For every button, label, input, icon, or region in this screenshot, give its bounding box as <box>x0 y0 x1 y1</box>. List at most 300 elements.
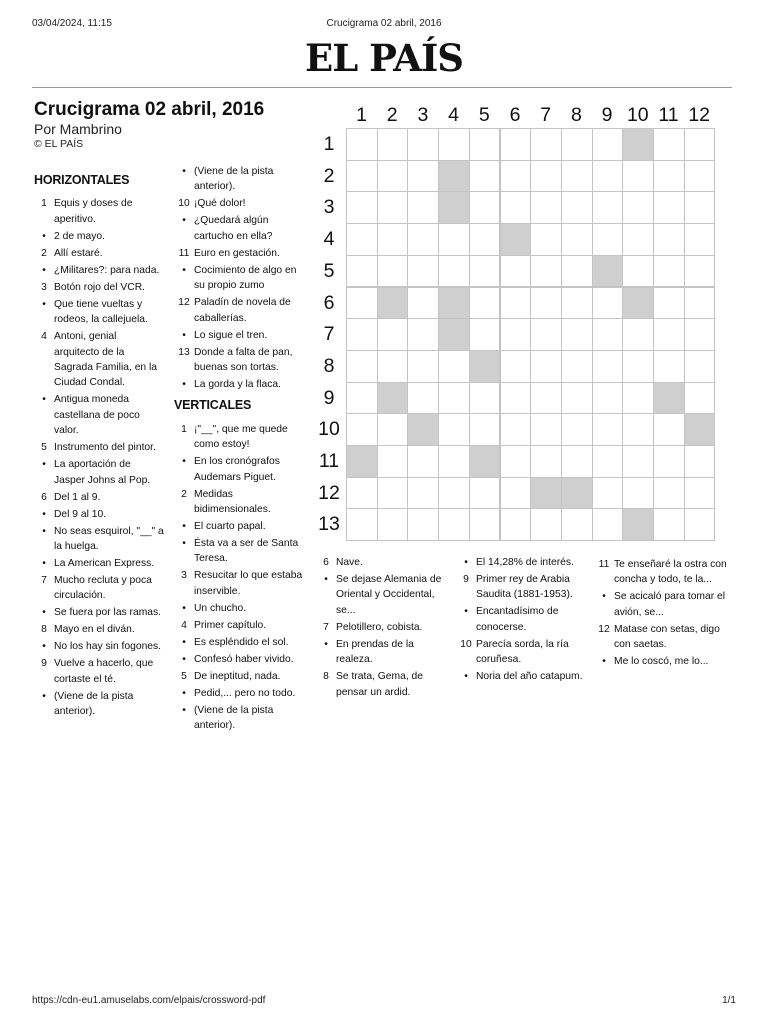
clue-text: Donde a falta de pan, buenas son tortas. <box>194 346 293 374</box>
grid-cell[interactable] <box>684 508 716 541</box>
clue-number: 12 <box>598 623 610 635</box>
grid-cell[interactable] <box>592 128 624 161</box>
grid-cell[interactable] <box>346 255 378 288</box>
grid-cell[interactable] <box>653 223 685 256</box>
clue-item <box>174 519 310 534</box>
grid-cell-blocked <box>592 255 624 288</box>
clue-item <box>316 572 444 618</box>
grid-cell[interactable] <box>530 318 562 351</box>
grid-cell-blocked <box>377 287 409 320</box>
grid-cell[interactable] <box>346 223 378 256</box>
clue-item <box>34 196 164 227</box>
grid-cell-blocked <box>622 287 654 320</box>
clue-item <box>456 572 584 603</box>
grid-cell[interactable] <box>346 508 378 541</box>
grid-cell[interactable] <box>561 255 593 288</box>
clue-text: Primer capítulo. <box>194 619 267 631</box>
grid-cell[interactable] <box>684 128 716 161</box>
grid-cell-blocked <box>377 382 409 415</box>
clue-bullet: • <box>42 508 46 520</box>
grid-cell[interactable] <box>469 318 501 351</box>
clue-number: 10 <box>460 638 472 650</box>
grid-cell[interactable] <box>561 382 593 415</box>
grid-cell[interactable] <box>469 223 501 256</box>
grid-cell-blocked <box>438 318 470 351</box>
grid-cell[interactable] <box>500 255 532 288</box>
grid-cell[interactable] <box>346 128 378 161</box>
grid-cell[interactable] <box>438 508 470 541</box>
grid-cell[interactable] <box>530 160 562 193</box>
grid-cell[interactable] <box>377 477 409 510</box>
grid-cell[interactable] <box>407 287 439 320</box>
grid-cell-blocked <box>438 191 470 224</box>
puzzle-author: Por Mambrino <box>34 121 122 137</box>
grid-cell-blocked <box>500 223 532 256</box>
grid-cell[interactable] <box>407 128 439 161</box>
clue-text: Resucitar lo que estaba inservible. <box>194 570 303 597</box>
grid-cell[interactable] <box>622 477 654 510</box>
row-number: 4 <box>323 228 335 251</box>
clue-text: El cuarto papal. <box>194 521 266 533</box>
grid-cell[interactable] <box>530 255 562 288</box>
clue-item <box>174 164 310 195</box>
grid-cell[interactable] <box>377 223 409 256</box>
clue-item <box>174 377 310 392</box>
grid-cell[interactable] <box>592 350 624 383</box>
column-number: 3 <box>417 104 429 126</box>
grid-cell[interactable] <box>592 287 624 320</box>
grid-cell[interactable] <box>377 413 409 446</box>
grid-cell-blocked <box>469 445 501 478</box>
grid-cell[interactable] <box>500 508 532 541</box>
grid-cell[interactable] <box>377 191 409 224</box>
clue-bullet: • <box>464 606 468 618</box>
grid-cell[interactable] <box>530 413 562 446</box>
grid-cell[interactable] <box>622 318 654 351</box>
clue-text: Se fuera por las ramas. <box>54 607 162 619</box>
clue-item <box>34 639 164 654</box>
clue-text: Se trata, Gema, de pensar un ardid. <box>336 671 423 698</box>
clue-item <box>174 295 310 326</box>
clue-number: 10 <box>178 198 190 210</box>
grid-cell[interactable] <box>438 477 470 510</box>
clue-text: Cocimiento de algo en su propio zumo <box>194 264 297 292</box>
grid-cell[interactable] <box>438 413 470 446</box>
grid-cell[interactable] <box>561 508 593 541</box>
clue-text: Un chucho. <box>194 602 247 614</box>
clue-text: Primer rey de Arabia Saudita (1881-1953). <box>476 574 573 601</box>
clue-text: Allí estaré. <box>54 247 103 259</box>
grid-cell[interactable] <box>684 382 716 415</box>
clue-text: Es espléndido el sol. <box>194 636 289 648</box>
grid-cell[interactable] <box>684 255 716 288</box>
grid-cell[interactable] <box>438 255 470 288</box>
grid-cell[interactable] <box>622 191 654 224</box>
grid-cell[interactable] <box>592 413 624 446</box>
row-number: 6 <box>323 291 335 314</box>
clue-item <box>316 669 444 700</box>
clue-text: Paladín de novela de caballerías. <box>194 297 291 324</box>
grid-cell[interactable] <box>500 318 532 351</box>
grid-cell[interactable] <box>377 445 409 478</box>
grid-cell[interactable] <box>407 223 439 256</box>
clue-text: Lo sigue el tren. <box>194 329 268 341</box>
grid-cell[interactable] <box>438 223 470 256</box>
clue-item <box>174 568 310 599</box>
grid-cell[interactable] <box>684 477 716 510</box>
grid-cell[interactable] <box>622 350 654 383</box>
clue-item <box>174 345 310 376</box>
grid-cell[interactable] <box>561 445 593 478</box>
grid-cell[interactable] <box>500 191 532 224</box>
clue-text: En los cronógrafos Audemars Piguet. <box>194 456 280 483</box>
clue-text: Noria del año catapum. <box>476 671 583 683</box>
clue-item <box>34 457 164 488</box>
grid-cell[interactable] <box>469 413 501 446</box>
grid-cell[interactable] <box>592 160 624 193</box>
grid-cell[interactable] <box>500 413 532 446</box>
grid-cell[interactable] <box>500 382 532 415</box>
grid-cell-blocked <box>622 128 654 161</box>
grid-cell[interactable] <box>653 255 685 288</box>
grid-cell[interactable] <box>592 318 624 351</box>
grid-cell[interactable] <box>438 350 470 383</box>
clue-item <box>174 196 310 211</box>
grid-cell[interactable] <box>407 318 439 351</box>
puzzle-title: Crucigrama 02 abril, 2016 <box>34 99 265 120</box>
grid-cell[interactable] <box>469 477 501 510</box>
clue-item <box>174 454 310 485</box>
clue-column-5 <box>594 557 728 671</box>
clue-item <box>174 618 310 633</box>
grid-cell[interactable] <box>684 191 716 224</box>
clue-item <box>594 622 728 653</box>
clue-number: 7 <box>41 575 47 587</box>
clue-number: 9 <box>463 574 469 585</box>
grid-cell[interactable] <box>346 382 378 415</box>
grid-cell[interactable] <box>561 318 593 351</box>
clue-number: 1 <box>181 423 187 435</box>
el-pais-logo: EL PAÍS <box>305 36 463 80</box>
grid-cell[interactable] <box>438 382 470 415</box>
grid-cell[interactable] <box>684 287 716 320</box>
grid-cell-blocked <box>346 445 378 478</box>
clue-number: 11 <box>178 247 190 259</box>
clue-item <box>34 605 164 620</box>
column-number: 1 <box>356 104 367 126</box>
clue-text: Matase con setas, digo con saetas. <box>614 623 720 651</box>
clue-text: Te enseñaré la ostra con concha y todo, te la... <box>614 559 727 586</box>
grid-cell[interactable] <box>530 350 562 383</box>
grid-cell[interactable] <box>407 160 439 193</box>
row-number: 10 <box>318 418 340 441</box>
clue-text: Parecía sorda, la ría coruñesa. <box>476 638 569 666</box>
grid-cell[interactable] <box>346 160 378 193</box>
clue-text: Ésta va a ser de Santa Teresa. <box>194 538 299 565</box>
clue-item <box>34 556 164 571</box>
grid-cell[interactable] <box>561 160 593 193</box>
clue-bullet: • <box>182 602 186 614</box>
grid-cell[interactable] <box>592 508 624 541</box>
clue-text: La aportación de Jasper Johns al Pop. <box>54 459 151 486</box>
grid-cell[interactable] <box>622 445 654 478</box>
clue-text: La gorda y la flaca. <box>194 379 282 391</box>
grid-cell[interactable] <box>561 287 593 320</box>
grid-cell-blocked <box>561 477 593 510</box>
grid-cell[interactable] <box>622 382 654 415</box>
clue-text: 2 de mayo. <box>54 230 105 242</box>
clue-item <box>456 669 584 684</box>
grid-cell[interactable] <box>377 255 409 288</box>
row-number: 7 <box>323 323 335 346</box>
clue-item <box>34 329 164 391</box>
clue-column-1 <box>34 173 164 721</box>
clue-text: Confesó haber vivido. <box>194 653 294 665</box>
grid-cell[interactable] <box>592 445 624 478</box>
clue-text: ¡"__", que me quede como estoy! <box>194 423 288 451</box>
clue-text: Del 9 al 10. <box>54 508 107 520</box>
clue-bullet: • <box>182 636 186 648</box>
clue-number: 8 <box>41 624 47 636</box>
clue-item <box>34 656 164 687</box>
grid-cell[interactable] <box>622 160 654 193</box>
grid-cell[interactable] <box>500 477 532 510</box>
clue-text: En prendas de la realeza. <box>336 638 414 666</box>
clue-number: 4 <box>181 619 187 631</box>
clue-column-2 <box>174 164 310 735</box>
clue-item <box>34 297 164 328</box>
grid-cell-blocked <box>407 413 439 446</box>
grid-cell[interactable] <box>500 128 532 161</box>
clue-text: Pelotillero, cobista. <box>336 621 423 633</box>
grid-cell[interactable] <box>346 191 378 224</box>
grid-cell[interactable] <box>407 382 439 415</box>
column-number: 9 <box>601 104 613 126</box>
clue-item <box>34 573 164 604</box>
clue-bullet: • <box>42 641 46 653</box>
clue-item <box>594 589 728 620</box>
print-page-title: Crucigrama 02 abril, 2016 <box>326 18 442 29</box>
clue-bullet: • <box>182 687 186 699</box>
clue-bullet: • <box>182 456 186 468</box>
clue-number: 6 <box>41 491 47 503</box>
clue-number: 5 <box>41 442 47 454</box>
grid-cell[interactable] <box>469 508 501 541</box>
clue-bullet: • <box>42 459 46 471</box>
grid-cell[interactable] <box>438 445 470 478</box>
clue-item <box>174 536 310 567</box>
row-number: 12 <box>318 481 340 504</box>
grid-cell[interactable] <box>684 223 716 256</box>
grid-cell[interactable] <box>530 508 562 541</box>
grid-cell[interactable] <box>346 318 378 351</box>
column-number: 12 <box>688 104 711 126</box>
grid-cell[interactable] <box>653 445 685 478</box>
grid-cell[interactable] <box>346 350 378 383</box>
clue-item <box>34 507 164 522</box>
header-divider <box>32 87 732 88</box>
column-number: 6 <box>509 104 521 126</box>
grid-cell[interactable] <box>684 350 716 383</box>
grid-cell[interactable] <box>377 318 409 351</box>
clue-item <box>174 669 310 684</box>
grid-cell[interactable] <box>407 350 439 383</box>
clue-text: No los hay sin fogones. <box>54 641 162 653</box>
grid-cell[interactable] <box>653 350 685 383</box>
grid-cell[interactable] <box>622 255 654 288</box>
clue-item <box>174 263 310 294</box>
grid-cell[interactable] <box>469 287 501 320</box>
grid-cell[interactable] <box>469 128 501 161</box>
clue-bullet: • <box>182 166 186 177</box>
grid-cell[interactable] <box>530 223 562 256</box>
grid-cell[interactable] <box>530 445 562 478</box>
clue-text: Nave. <box>336 557 363 568</box>
grid-cell[interactable] <box>684 160 716 193</box>
clue-item <box>34 246 164 261</box>
clue-text: Botón rojo del VCR. <box>54 281 146 293</box>
grid-cell-blocked <box>684 413 716 446</box>
grid-cell[interactable] <box>653 508 685 541</box>
clue-text: (Viene de la pista anterior). <box>194 166 274 193</box>
clue-text: (Viene de la pista anterior). <box>194 704 274 732</box>
grid-cell[interactable] <box>438 128 470 161</box>
grid-cell[interactable] <box>346 477 378 510</box>
grid-cell[interactable] <box>500 350 532 383</box>
grid-cell[interactable] <box>592 477 624 510</box>
grid-cell[interactable] <box>622 223 654 256</box>
clue-bullet: • <box>602 591 606 603</box>
grid-cell[interactable] <box>592 223 624 256</box>
grid-cell[interactable] <box>346 413 378 446</box>
grid-cell[interactable] <box>377 508 409 541</box>
clue-item <box>174 422 310 453</box>
grid-cell-blocked <box>469 350 501 383</box>
grid-cell[interactable] <box>561 413 593 446</box>
grid-cell[interactable] <box>653 287 685 320</box>
grid-cell[interactable] <box>684 318 716 351</box>
grid-cell[interactable] <box>622 413 654 446</box>
puzzle-copyright: © EL PAÍS <box>34 138 84 150</box>
clue-text: ¿Quedará algún cartucho en ella? <box>194 215 273 242</box>
section-title-horizontales: HORIZONTALES <box>34 173 130 187</box>
grid-cell[interactable] <box>407 255 439 288</box>
grid-cell-blocked <box>622 508 654 541</box>
grid-cell[interactable] <box>407 477 439 510</box>
grid-cell[interactable] <box>530 287 562 320</box>
grid-cell[interactable] <box>407 508 439 541</box>
clue-bullet: • <box>42 525 46 537</box>
grid-cell[interactable] <box>653 160 685 193</box>
column-number: 4 <box>448 104 460 126</box>
column-number: 2 <box>386 104 398 126</box>
clue-bullet: • <box>42 264 46 276</box>
row-number: 3 <box>323 196 335 219</box>
grid-cell[interactable] <box>377 350 409 383</box>
grid-cell[interactable] <box>653 477 685 510</box>
grid-cell-blocked <box>438 160 470 193</box>
grid-cell[interactable] <box>561 350 593 383</box>
clue-item <box>34 490 164 505</box>
grid-cell[interactable] <box>561 223 593 256</box>
clue-bullet: • <box>182 215 186 227</box>
grid-cell[interactable] <box>377 128 409 161</box>
clue-text: Se dejase Alemania de Oriental y Occidental, se... <box>336 574 442 616</box>
clue-bullet: • <box>42 607 46 619</box>
row-number: 1 <box>323 133 335 155</box>
grid-cell[interactable] <box>500 445 532 478</box>
grid-cell[interactable] <box>469 255 501 288</box>
grid-cell[interactable] <box>684 445 716 478</box>
clue-number: 9 <box>41 658 47 670</box>
clue-item <box>34 622 164 637</box>
clue-bullet: • <box>42 558 46 570</box>
clue-item <box>316 620 444 635</box>
clue-text: Del 1 al 9. <box>54 491 101 503</box>
clue-bullet: • <box>464 557 468 568</box>
clue-item <box>174 703 310 734</box>
clue-number: 3 <box>181 570 187 582</box>
grid-cell[interactable] <box>653 318 685 351</box>
clue-bullet: • <box>182 329 186 341</box>
grid-cell[interactable] <box>407 445 439 478</box>
clue-column-3 <box>316 555 444 702</box>
grid-cell[interactable] <box>346 287 378 320</box>
clue-item <box>174 652 310 667</box>
clue-item <box>456 604 584 635</box>
footer-url: https://cdn-eu1.amuselabs.com/elpais/crossword-pdf <box>32 995 266 1006</box>
grid-cell[interactable] <box>469 191 501 224</box>
grid-cell[interactable] <box>592 191 624 224</box>
grid-cell[interactable] <box>469 382 501 415</box>
grid-cell-blocked <box>653 382 685 415</box>
grid-cell[interactable] <box>561 191 593 224</box>
clue-text: Instrumento del pintor. <box>54 442 156 454</box>
grid-cell[interactable] <box>653 191 685 224</box>
section-title-verticales: VERTICALES <box>174 398 252 413</box>
clue-item <box>594 654 728 669</box>
clue-text: Equis y doses de aperitivo. <box>54 198 133 225</box>
grid-cell[interactable] <box>377 160 409 193</box>
clue-item <box>174 487 310 518</box>
clue-item <box>34 440 164 455</box>
clue-text: Mayo en el diván. <box>54 624 135 636</box>
grid-cell[interactable] <box>500 287 532 320</box>
grid-cell[interactable] <box>653 413 685 446</box>
grid-cell-blocked <box>438 287 470 320</box>
grid-cell[interactable] <box>530 191 562 224</box>
grid-cell[interactable] <box>653 128 685 161</box>
grid-cell[interactable] <box>530 382 562 415</box>
grid-cell[interactable] <box>530 128 562 161</box>
grid-cell[interactable] <box>469 160 501 193</box>
clue-item <box>174 213 310 244</box>
grid-cell[interactable] <box>561 128 593 161</box>
clue-text: La American Express. <box>54 558 155 570</box>
grid-cell[interactable] <box>407 191 439 224</box>
clue-text: De ineptitud, nada. <box>194 670 281 682</box>
clue-text: Mucho recluta y poca circulación. <box>54 575 152 602</box>
clue-item <box>34 689 164 720</box>
clue-bullet: • <box>324 638 328 650</box>
grid-cell[interactable] <box>592 382 624 415</box>
clue-item <box>34 392 164 438</box>
grid-cell[interactable] <box>500 160 532 193</box>
clue-item <box>34 524 164 555</box>
clue-item <box>594 557 728 588</box>
clue-text: No seas esquirol, "__" a la huelga. <box>54 525 164 553</box>
clue-number: 2 <box>41 247 47 259</box>
